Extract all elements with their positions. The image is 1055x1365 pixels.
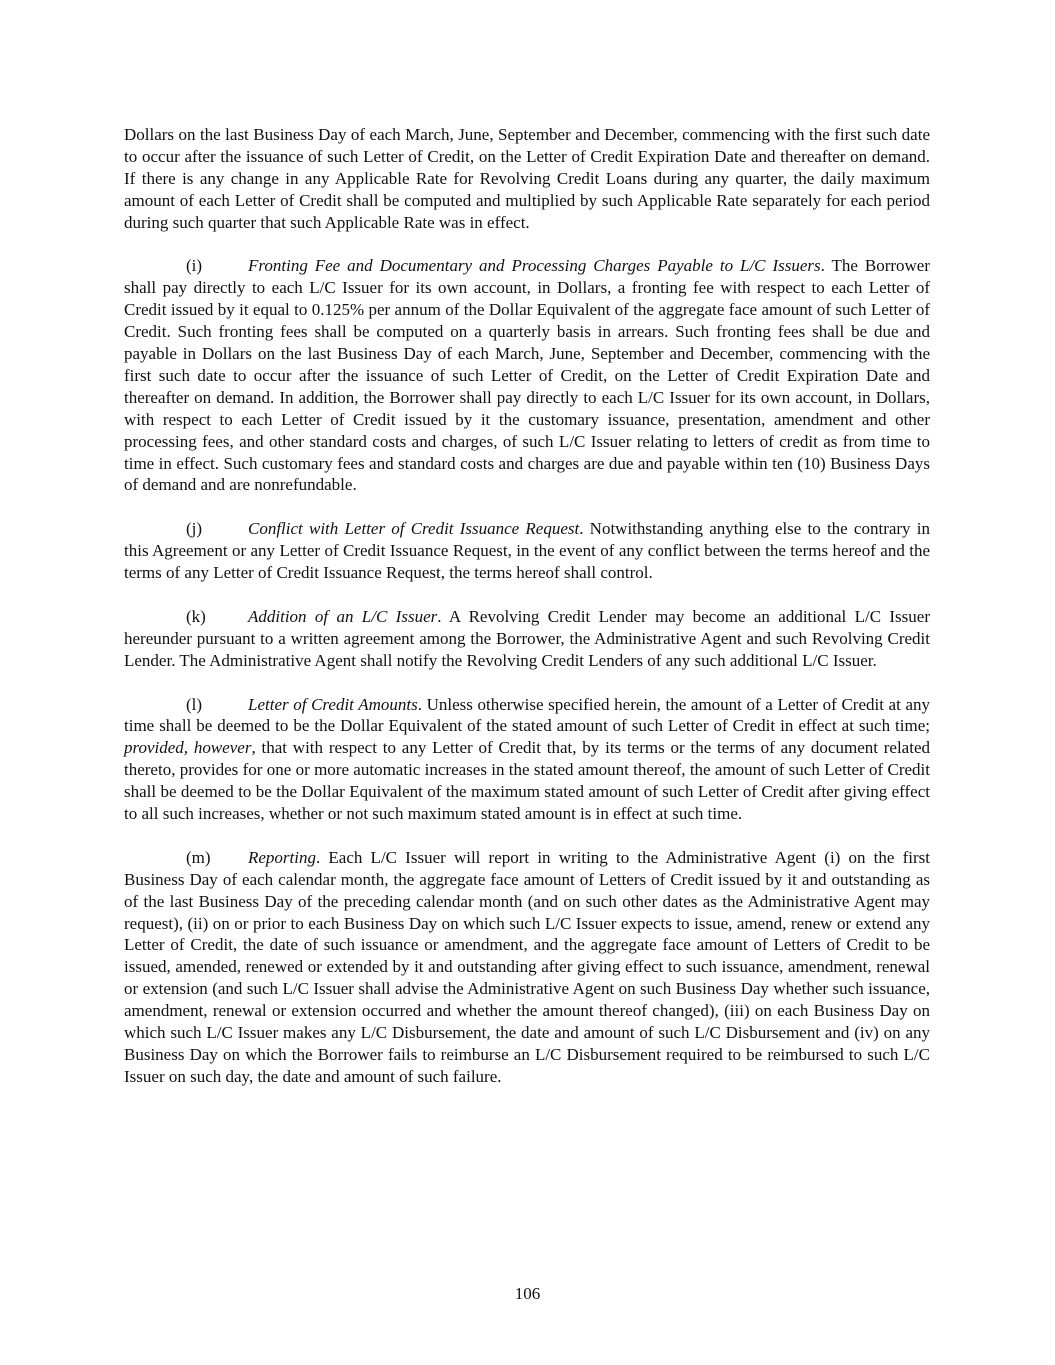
section-title: Conflict with Letter of Credit Issuance Request bbox=[248, 519, 580, 539]
paragraph-text: . Unless otherwise specified herein, the amount of a Letter of Credit at any time shall be deemed to be the Dollar Equivalent of the stated amount of such Letter of Credit in effect at such time; bbox=[124, 694, 930, 736]
paragraph-m bbox=[124, 847, 930, 1088]
paragraph-k bbox=[124, 606, 930, 672]
section-label: (i) bbox=[186, 256, 203, 276]
section-label: (j) bbox=[186, 519, 203, 539]
page-number: 106 bbox=[514, 1284, 541, 1303]
paragraph-i bbox=[124, 255, 930, 496]
paragraph-l bbox=[124, 694, 930, 825]
paragraph-text: Dollars on the last Business Day of each March, June, September and December, commencing with the first such date to occur after the issuance of such Letter of Credit, on the Letter of Credit Expiration Date and thereafter on demand. If there is any change in any Applicable Rate for Revolving Credit Loans during any quarter, the daily maximum amount of each Letter of Credit shall be computed and multiplied by such Applicable Rate separately for each period during such quarter that such Applicable Rate was in effect. bbox=[124, 125, 930, 232]
section-label: (k) bbox=[186, 606, 206, 626]
proviso-emphasis: provided, however bbox=[124, 738, 252, 758]
paragraph-text: . A Revolving Credit Lender may become an additional L/C Issuer hereunder pursuant to a written agreement among the Borrower, the Administrative Agent and such Revolving Credit Lender. The Administrative Agent shall notify the Revolving Credit Lenders of any such additional L/C Issuer. bbox=[124, 606, 930, 670]
section-title: Addition of an L/C Issuer bbox=[248, 606, 438, 626]
paragraph-text: . The Borrower shall pay directly to each L/C Issuer for its own account, in Dollars, a fronting fee with respect to each Letter of Credit issued by it equal to 0.125% per annum of the Dollar Equivalent of the aggregate face amount of such Letter of Credit. Such fronting fees shall be computed on a quarterly basis in arrears. Such fronting fees shall be due and payable in Dollars on the last Business Day of each March, June, September and December, commencing with the first such date to occur after the issuance of such Letter of Credit, on the Letter of Credit Expiration Date and thereafter on demand. In addition, the Borrower shall pay directly to each L/C Issuer for its own account, in Dollars, with respect to each Letter of Credit issued by it the customary issuance, presentation, amendment and other processing fees, and other standard costs and charges, of such L/C Issuer relating to letters of credit as from time to time in effect. Such customary fees and standard costs and charges are due and payable within ten (10) Business Days of demand and are nonrefundable. bbox=[124, 256, 930, 495]
document-page bbox=[124, 124, 930, 1110]
section-title: Fronting Fee and Documentary and Processing Charges Payable to L/C Issuers bbox=[248, 256, 821, 276]
paragraph-j bbox=[124, 518, 930, 584]
section-title: Letter of Credit Amounts bbox=[248, 694, 418, 714]
paragraph-text: . Notwithstanding anything else to the contrary in this Agreement or any Letter of Credit Issuance Request, in the event of any conflict between the terms hereof and the terms of any Letter of Credit Issuance Request, the terms hereof shall control. bbox=[124, 519, 930, 583]
section-title: Reporting bbox=[248, 847, 316, 867]
paragraph-text: , that with respect to any Letter of Credit that, by its terms or the terms of any document related thereto, provides for one or more automatic increases in the stated amount thereof, the amount of such Letter of Credit shall be deemed to be the Dollar Equivalent of the maximum stated amount of such Letter of Credit after giving effect to all such increases, whether or not such maximum stated amount is in effect at such time. bbox=[124, 738, 931, 824]
paragraph-continuation bbox=[124, 124, 930, 234]
section-label: (l) bbox=[186, 694, 203, 714]
section-label: (m) bbox=[186, 847, 211, 867]
paragraph-text: . Each L/C Issuer will report in writing to the Administrative Agent (i) on the first Business Day of each calendar month, the aggregate face amount of Letters of Credit issued by it and outstanding as of the last Business Day of the preceding calendar month (and on such other dates as the Administrative Agent may request), (ii) on or prior to each Business Day on which such L/C Issuer expects to issue, amend, renew or extend any Letter of Credit, the date of such issuance or amendment, and the aggregate face amount of Letters of Credit to be issued, amended, renewed or extended by it and outstanding after giving effect to such issuance, amendment, renewal or extension (and such L/C Issuer shall advise the Administrative Agent on such Business Day whether such issuance, amendment, renewal or extension occurred and whether the amount thereof changed), (iii) on each Business Day on which such L/C Issuer makes any L/C Disbursement, the date and amount of such L/C Disbursement and (iv) on any Business Day on which the Borrower fails to reimburse an L/C Disbursement required to be reimbursed to such L/C Issuer on such day, the date and amount of such failure. bbox=[124, 847, 930, 1086]
